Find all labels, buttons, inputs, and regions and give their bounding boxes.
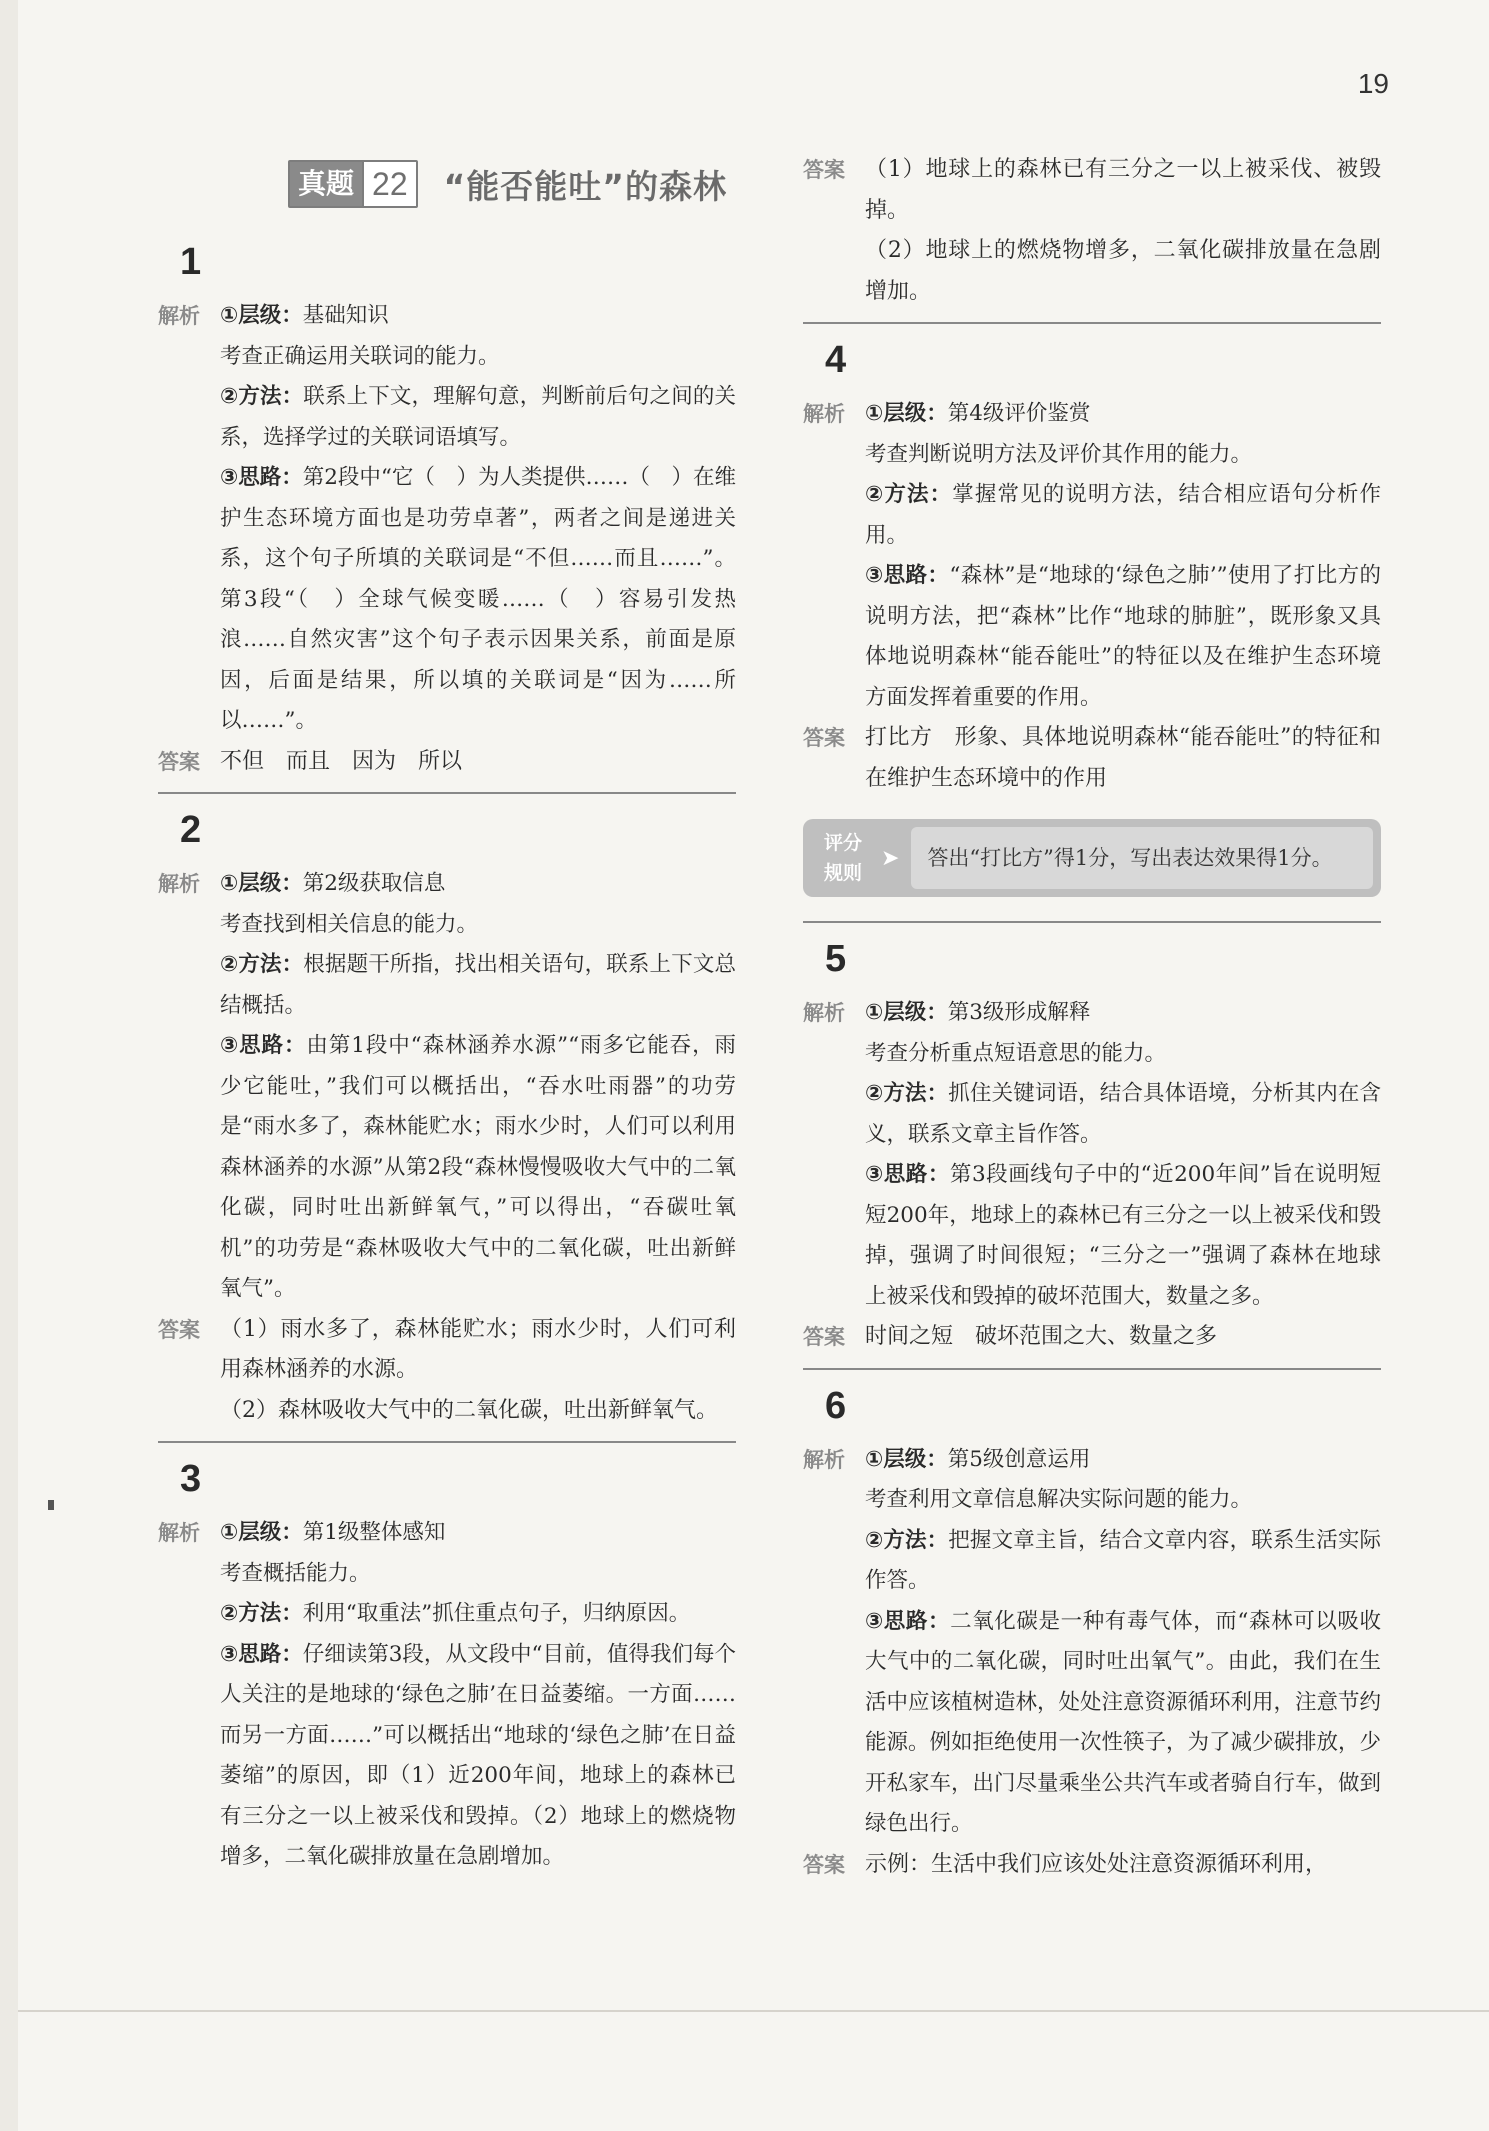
method-label: ②方法： xyxy=(220,384,304,409)
question-number: 2 xyxy=(180,809,202,851)
idea-text: 仔细读第3段，从文段中“目前，值得我们每个人关注的是地球的‘绿色之肺’在日益萎缩。一方面……而另一方面……”可以概括出“地球的‘绿色之肺’在日益萎缩”的原因，即（1）近200年间，地球上的森林已有三分之一以上被采伐和毁掉。（2）地球上的燃烧物增多，二氧化碳排放量在急剧增加。 xyxy=(220,1641,736,1869)
answer-text: 不但 而且 因为 所以 xyxy=(220,748,463,774)
skill-text: 考查利用文章信息解决实际问题的能力。 xyxy=(865,1487,1253,1512)
analysis-block xyxy=(803,993,1381,1317)
level-label: ①层级： xyxy=(220,1520,303,1545)
scoring-rule-label-line1: 评分 xyxy=(823,832,862,854)
level-label: ①层级： xyxy=(865,401,948,426)
divider xyxy=(803,1368,1381,1370)
idea-label: ③思路： xyxy=(865,1608,951,1634)
divider xyxy=(803,322,1381,324)
analysis-block xyxy=(803,394,1381,718)
level-value: 第5级创意运用 xyxy=(947,1446,1091,1472)
idea-text: 二氧化碳是一种有毒气体，而“森林可以吸收大气中的二氧化碳，同时吐出氧气”。由此，我们在生活中应该植树造林，处处注意资源循环利用，注意节约能源。例如拒绝使用一次性筷子，为了减少碳排放，少开私家车，出门尽量乘坐公共汽车或者骑自行车，做到绿色出行。 xyxy=(865,1608,1382,1836)
analysis-block xyxy=(803,1440,1381,1845)
level-value: 第2级获取信息 xyxy=(302,871,446,896)
left-column xyxy=(158,232,736,1878)
idea-label: ③思路： xyxy=(220,465,303,490)
method-text: 利用“取重法”抓住重点句子，归纳原因。 xyxy=(302,1601,691,1626)
divider xyxy=(803,921,1381,923)
idea-label: ③思路： xyxy=(865,563,950,588)
scoring-rule-label-line2: 规则 xyxy=(823,862,862,884)
idea-text: 由第1段中“森林涵养水源”“雨多它能吞，雨少它能吐，”我们可以概括出，“吞水吐雨器”的功劳是“雨水多了，森林能贮水；雨水少时，人们可以利用森林涵养的水源”从第2段“森林慢慢吸收大气中的二氧化碳，同时吐出新鲜氧气，”可以得出，“吞碳吐氧机”的功劳是“森林吸收大气中的二氧化碳，吐出新鲜氧气”。 xyxy=(220,1033,736,1301)
question-number: 3 xyxy=(180,1458,202,1500)
method-label: ②方法： xyxy=(220,952,304,977)
analysis-block xyxy=(158,864,736,1310)
answer-text: 示例：生活中我们应该处处注意资源循环利用， xyxy=(865,1851,1328,1877)
level-label: ①层级： xyxy=(865,1000,948,1025)
document-page xyxy=(18,0,1489,2131)
question-number: 1 xyxy=(180,241,202,283)
answer-block xyxy=(158,742,736,783)
page-edge-mark xyxy=(48,1500,54,1510)
scoring-rule-box xyxy=(803,819,1381,897)
answer-label: 答案 xyxy=(158,1317,200,1342)
arrow-right-icon: ➤ xyxy=(881,845,900,871)
method-text: 把握文章主旨，结合文章内容，联系生活实际作答。 xyxy=(865,1527,1381,1593)
method-label: ②方法： xyxy=(865,1081,949,1106)
idea-label: ③思路： xyxy=(220,1033,307,1058)
method-text: 掌握常见的说明方法，结合相应语句分析作用。 xyxy=(865,482,1381,548)
divider xyxy=(158,792,736,794)
answer-block xyxy=(803,718,1381,799)
idea-label: ③思路： xyxy=(220,1641,303,1667)
question-number: 4 xyxy=(825,339,847,381)
answer-item-2: （2）森林吸收大气中的二氧化碳，吐出新鲜氧气。 xyxy=(220,1397,718,1423)
section-title xyxy=(288,160,727,208)
idea-text: “森林”是“地球的‘绿色之肺’”使用了打比方的说明方法，把“森林”比作“地球的肺脏”，既形象又具体地说明森林“能吞能吐”的特征以及在维护生态环境方面发挥着重要的作用。 xyxy=(865,563,1381,710)
idea-label: ③思路： xyxy=(865,1162,950,1187)
method-text: 联系上下文，理解句意，判断前后句之间的关系，选择学过的关联词语填写。 xyxy=(220,384,736,450)
answer-item-1: （1）雨水多了，森林能贮水；雨水少时，人们可利用森林涵养的水源。 xyxy=(220,1316,736,1382)
idea-text: 第2段中“它（ ）为人类提供……（ ）在维护生态环境方面也是功劳卓著”，两者之间是递进关系，这个句子所填的关联词是“不但……而且……”。第3段“（ ）全球气候变暖……（ ）容易引发热浪……自然灾害”这个句子表示因果关系，前面是原因，后面是结果，所以填的关联词是“因为……所以……”。 xyxy=(220,465,736,733)
level-value: 第4级评价鉴赏 xyxy=(947,401,1091,426)
method-label: ②方法： xyxy=(865,482,953,507)
answer-block xyxy=(803,1845,1381,1886)
answer-block xyxy=(803,1317,1381,1358)
skill-text: 考查找到相关信息的能力。 xyxy=(220,911,479,937)
analysis-block xyxy=(158,1513,736,1878)
answer-item-1: （1）地球上的森林已有三分之一以上被采伐、被毁掉。 xyxy=(865,157,1381,223)
skill-text: 考查分析重点短语意思的能力。 xyxy=(865,1040,1167,1066)
page-number: 19 xyxy=(1357,68,1389,99)
level-value: 第1级整体感知 xyxy=(302,1520,446,1545)
skill-text: 考查概括能力。 xyxy=(220,1560,371,1586)
method-label: ②方法： xyxy=(220,1601,303,1626)
title-text: “能否能吐”的森林 xyxy=(443,166,727,206)
page-fold-line xyxy=(18,2010,1489,2012)
skill-text: 考查判断说明方法及评价其作用的能力。 xyxy=(865,441,1253,467)
scoring-rule-text: 答出“打比方”得1分，写出表达效果得1分。 xyxy=(911,827,1373,889)
right-column xyxy=(803,150,1381,1885)
analysis-block xyxy=(158,296,736,742)
idea-text: 第3段画线句子中的“近200年间”旨在说明短短200年，地球上的森林已有三分之一以上被采伐和毁掉，强调了时间很短；“三分之一”强调了森林在地球上被采伐和毁掉的破坏范围大，数量之多。 xyxy=(865,1162,1381,1309)
level-value: 基础知识 xyxy=(302,303,389,328)
answer-label: 答案 xyxy=(803,1325,845,1349)
level-label: ①层级： xyxy=(865,1446,948,1472)
answer-text: 时间之短 破坏范围之大、数量之多 xyxy=(865,1324,1218,1349)
answer-label: 答案 xyxy=(803,726,845,750)
method-label: ②方法： xyxy=(865,1527,949,1553)
analysis-label: 解析 xyxy=(803,1001,845,1025)
answer-item-2: （2）地球上的燃烧物增多，二氧化碳排放量在急剧增加。 xyxy=(865,238,1381,304)
answer-block xyxy=(158,1310,736,1432)
title-tag-text: 真题 xyxy=(298,167,355,200)
analysis-label: 解析 xyxy=(158,872,200,896)
question-number: 5 xyxy=(825,938,847,980)
divider xyxy=(158,1441,736,1443)
title-tag-number: 22 xyxy=(362,162,416,206)
method-text: 根据题干所指，找出相关语句，联系上下文总结概括。 xyxy=(220,952,736,1018)
analysis-label: 解析 xyxy=(158,304,200,328)
method-text: 抓住关键词语，结合具体语境，分析其内在含义，联系文章主旨作答。 xyxy=(865,1081,1381,1147)
skill-text: 考查正确运用关联词的能力。 xyxy=(220,343,500,369)
level-value: 第3级形成解释 xyxy=(947,1000,1091,1025)
level-label: ①层级： xyxy=(220,303,303,328)
analysis-label: 解析 xyxy=(803,1447,845,1472)
question-number: 6 xyxy=(825,1384,847,1427)
answer-label: 答案 xyxy=(803,1852,845,1877)
answer-label: 答案 xyxy=(158,749,200,774)
answer-block xyxy=(803,150,1381,312)
analysis-label: 解析 xyxy=(158,1521,200,1545)
answer-label: 答案 xyxy=(803,158,845,182)
scoring-rule-label xyxy=(803,828,875,888)
title-tag xyxy=(288,160,418,208)
level-label: ①层级： xyxy=(220,871,303,896)
analysis-label: 解析 xyxy=(803,402,845,426)
answer-text: 打比方 形象、具体地说明森林“能吞能吐”的特征和在维护生态环境中的作用 xyxy=(865,725,1381,791)
